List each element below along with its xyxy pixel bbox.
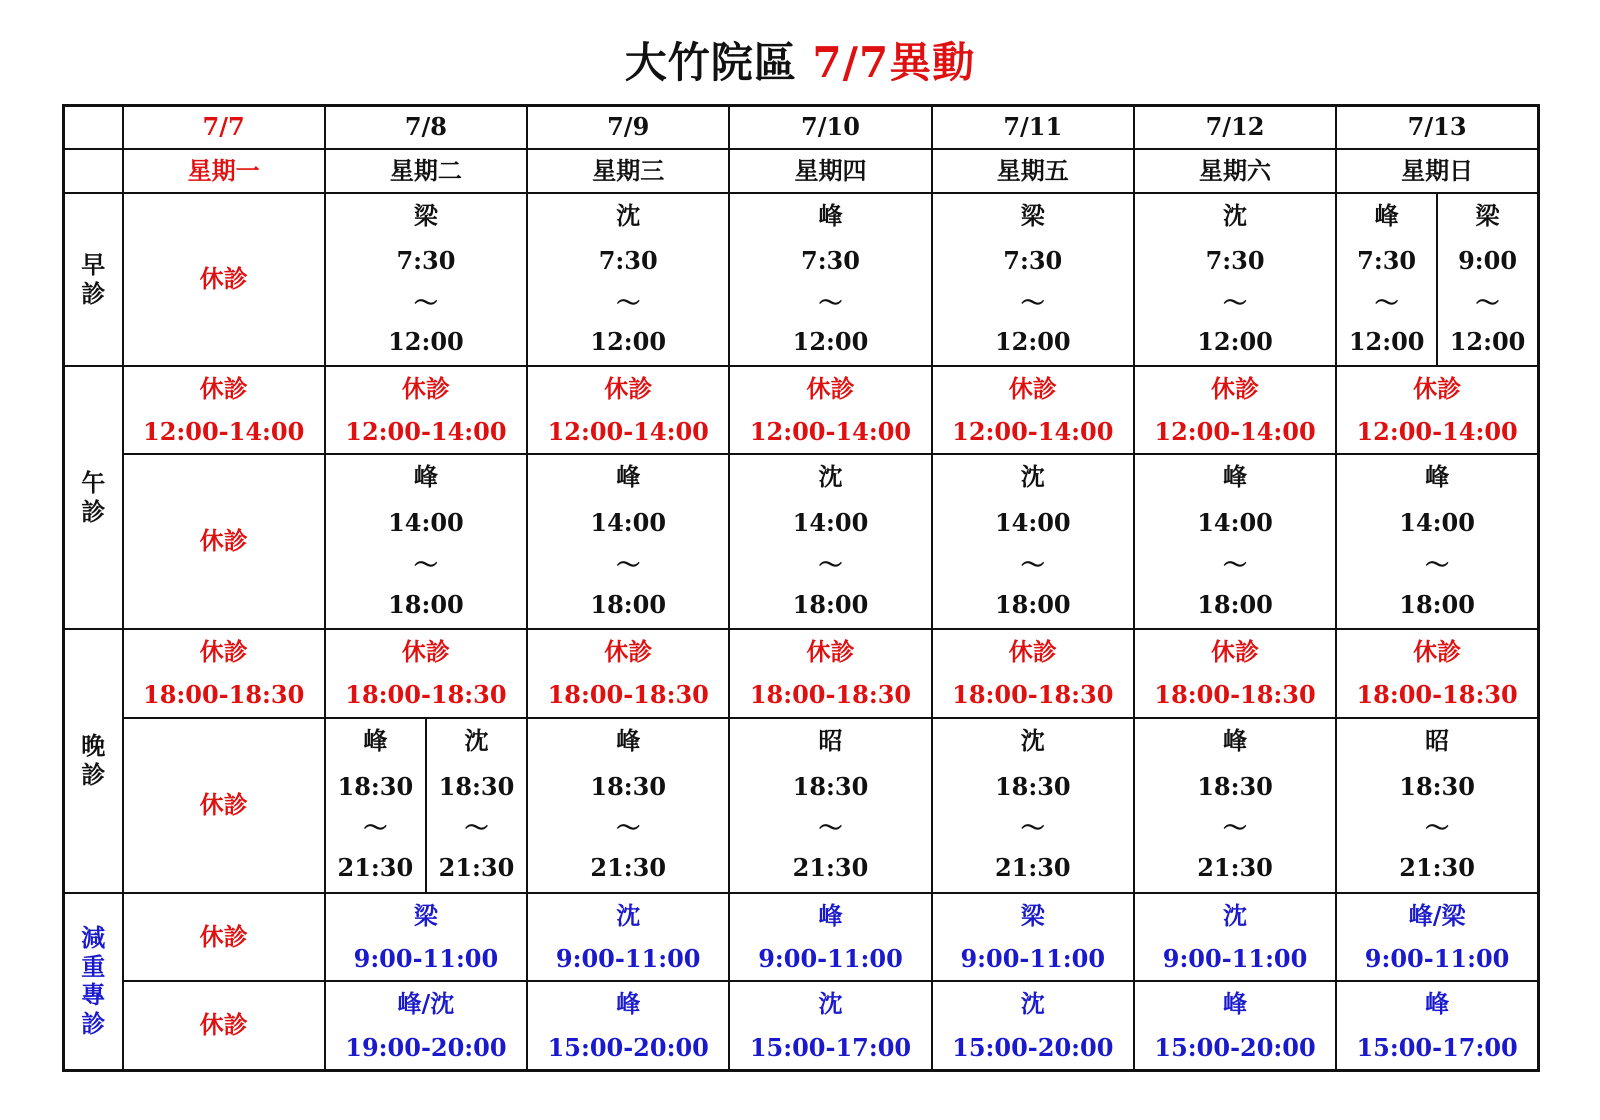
doctor-name: 沈	[616, 900, 641, 930]
end-time: 12:00	[590, 327, 667, 357]
end-time: 18:00	[1399, 589, 1475, 619]
end-time: 18:00	[792, 589, 869, 619]
session-label-char: 晚	[81, 731, 106, 761]
weight-cell	[729, 981, 931, 1070]
date-header: 7/12	[1134, 106, 1336, 150]
schedule-table	[62, 104, 1540, 1072]
start-time: 14:00	[994, 507, 1071, 537]
break-cell	[932, 366, 1134, 454]
weight-cell	[325, 981, 527, 1070]
break-stack	[1135, 367, 1335, 453]
end-time: 21:30	[1197, 853, 1273, 883]
weekday-header: 星期二	[325, 149, 527, 193]
weight-stack	[326, 894, 526, 981]
weight-cell	[932, 893, 1134, 982]
start-time: 18:30	[337, 771, 414, 801]
doctor-name: 梁	[1020, 900, 1045, 930]
closed-label: 休診	[199, 373, 248, 403]
closed-label: 休診	[199, 1010, 248, 1040]
closed-label: 休診	[806, 636, 855, 666]
closed-label: 休診	[401, 373, 450, 403]
break-time: 12:00-14:00	[749, 416, 912, 446]
doctor-name: 峰	[1223, 989, 1248, 1019]
break-cell	[1336, 366, 1538, 454]
tilde: ～	[1020, 813, 1045, 843]
doctor-name: 沈	[818, 462, 843, 492]
break-stack	[1337, 367, 1537, 453]
tilde: ～	[413, 287, 438, 317]
tilde: ～	[616, 287, 641, 317]
shift	[326, 194, 526, 365]
session-label-char: 重	[81, 951, 106, 981]
doctor-name: 昭	[818, 725, 843, 755]
weight-cell	[1134, 981, 1336, 1070]
break-time: 12:00-14:00	[143, 416, 305, 446]
break-cell	[325, 366, 527, 454]
evening-cell	[1134, 718, 1336, 893]
doctor-name: 峰	[616, 725, 641, 755]
evening-cell	[932, 718, 1134, 893]
weight-stack	[730, 982, 930, 1069]
closed-label: 休診	[1211, 373, 1260, 403]
end-time: 18:00	[388, 589, 464, 619]
end-time: 21:30	[792, 853, 869, 883]
break-stack	[933, 630, 1133, 717]
weight-time: 9:00-11:00	[1162, 943, 1308, 973]
title-main: 大竹院區	[624, 38, 813, 87]
weight-stack	[933, 982, 1133, 1069]
date-header: 7/8	[325, 106, 527, 150]
doctor-name: 沈	[1223, 201, 1248, 231]
closed-label: 休診	[1413, 636, 1462, 666]
weight-stack	[1135, 894, 1335, 981]
morning-cell	[1336, 193, 1538, 366]
doctor-name: 峰/梁	[1408, 900, 1466, 930]
shift-wrap	[1135, 455, 1335, 628]
break-cell	[123, 366, 325, 454]
shift	[1135, 719, 1335, 892]
break-stack	[528, 367, 728, 453]
closed-label: 休診	[1008, 373, 1057, 403]
weight-stack	[1337, 982, 1537, 1069]
corner-cell	[64, 106, 123, 150]
doctor-name: 沈	[1020, 725, 1045, 755]
start-time: 7:30	[1357, 246, 1417, 276]
shift	[1337, 194, 1436, 365]
shift	[933, 194, 1133, 365]
break-time: 18:00-18:30	[1356, 680, 1518, 710]
break-time: 18:00-18:30	[547, 680, 709, 710]
end-time: 21:30	[590, 853, 667, 883]
shift	[933, 455, 1133, 628]
shift-wrap	[326, 194, 526, 365]
doctor-name: 峰	[363, 725, 388, 755]
break-time: 18:00-18:30	[345, 680, 507, 710]
end-time: 12:00	[792, 327, 869, 357]
end-time: 21:30	[337, 853, 414, 883]
closed-label: 休診	[1211, 636, 1260, 666]
start-time: 14:00	[590, 507, 667, 537]
shift-wrap	[933, 719, 1133, 892]
start-time: 7:30	[1205, 246, 1265, 276]
closed-cell	[123, 718, 325, 893]
shift	[326, 455, 526, 628]
start-time: 18:30	[438, 771, 515, 801]
start-time: 18:30	[590, 771, 667, 801]
shift	[1337, 455, 1537, 628]
session-label-char: 診	[81, 1009, 106, 1039]
start-time: 7:30	[396, 246, 456, 276]
session-label-char: 減	[81, 922, 106, 952]
shift-wrap	[1337, 719, 1537, 892]
shift-wrap	[933, 194, 1133, 365]
break-stack	[730, 630, 930, 717]
afternoon-row	[64, 454, 1539, 629]
doctor-name: 梁	[413, 201, 438, 231]
doctor-name: 峰	[1425, 462, 1450, 492]
date-header: 7/10	[729, 106, 931, 150]
weight-stack	[1337, 894, 1537, 981]
break-time: 12:00-14:00	[1154, 416, 1316, 446]
weight-time: 9:00-11:00	[353, 943, 499, 973]
closed-label: 休診	[604, 373, 653, 403]
session-label-char: 早	[81, 249, 106, 279]
tilde: ～	[1425, 813, 1450, 843]
shift-wrap	[933, 455, 1133, 628]
weight-stack	[528, 894, 728, 981]
date-header: 7/11	[932, 106, 1134, 150]
tilde: ～	[363, 813, 388, 843]
shift	[1436, 194, 1537, 365]
end-time: 12:00	[388, 327, 464, 357]
tilde: ～	[1374, 287, 1399, 317]
evening-cell	[325, 718, 527, 893]
date-row	[64, 106, 1539, 150]
weight-cell	[325, 893, 527, 982]
afternoon-cell	[1134, 454, 1336, 629]
date-header: 7/9	[527, 106, 729, 150]
weight-stack	[730, 894, 930, 981]
closed-cell	[123, 981, 325, 1070]
break-stack	[730, 367, 930, 453]
shift	[528, 719, 728, 892]
doctor-name: 梁	[1475, 201, 1500, 231]
shift-wrap	[1337, 455, 1537, 628]
doctor-name: 峰	[818, 201, 843, 231]
afternoon-cell	[325, 454, 527, 629]
weekday-header: 星期三	[527, 149, 729, 193]
break-time: 18:00-18:30	[143, 680, 305, 710]
start-time: 14:00	[1399, 507, 1475, 537]
weight-time: 15:00-20:00	[952, 1032, 1114, 1062]
morning-cell	[1134, 193, 1336, 366]
weight-time: 9:00-11:00	[555, 943, 701, 973]
shift	[326, 719, 425, 892]
session-label-afternoon	[64, 366, 123, 629]
doctor-name: 昭	[1425, 725, 1450, 755]
doctor-name: 峰	[413, 462, 438, 492]
start-time: 18:30	[994, 771, 1071, 801]
title-highlight: 7/7異動	[812, 38, 976, 87]
weight-cell	[729, 893, 931, 982]
weight-evening-row	[64, 981, 1539, 1070]
tilde: ～	[1475, 287, 1500, 317]
closed-cell	[123, 454, 325, 629]
weight-time: 15:00-20:00	[1154, 1032, 1316, 1062]
end-time: 18:00	[994, 589, 1071, 619]
break-cell	[1134, 629, 1336, 718]
doctor-name: 沈	[1020, 462, 1045, 492]
weekday-row	[64, 149, 1539, 193]
end-time: 18:00	[1197, 589, 1273, 619]
closed-label: 休診	[199, 921, 248, 951]
tilde: ～	[1223, 287, 1248, 317]
closed-label: 休診	[806, 373, 855, 403]
morning-row	[64, 193, 1539, 366]
evening-cell	[1336, 718, 1538, 893]
session-label-char: 專	[81, 980, 106, 1010]
tilde: ～	[1223, 549, 1248, 579]
break-cell	[123, 629, 325, 718]
end-time: 21:30	[1399, 853, 1475, 883]
start-time: 18:30	[1197, 771, 1273, 801]
doctor-name: 峰	[1223, 725, 1248, 755]
evening-row	[64, 718, 1539, 893]
weekday-header: 星期日	[1336, 149, 1538, 193]
shift	[730, 719, 930, 892]
break-time: 12:00-14:00	[547, 416, 709, 446]
weight-cell	[1134, 893, 1336, 982]
shift	[933, 719, 1133, 892]
session-label-evening	[64, 629, 123, 893]
break-cell	[527, 629, 729, 718]
tilde: ～	[1425, 549, 1450, 579]
weight-cell	[527, 981, 729, 1070]
weekday-header: 星期六	[1134, 149, 1336, 193]
corner-cell	[64, 149, 123, 193]
shift-wrap	[528, 719, 728, 892]
break-time: 12:00-14:00	[345, 416, 507, 446]
doctor-name: 沈	[616, 201, 641, 231]
lunch-break-row	[64, 366, 1539, 454]
weight-cell	[932, 981, 1134, 1070]
shift	[730, 194, 930, 365]
weekday-header: 星期四	[729, 149, 931, 193]
tilde: ～	[1020, 549, 1045, 579]
break-stack	[1135, 630, 1335, 717]
weight-time: 15:00-17:00	[749, 1032, 912, 1062]
doctor-name: 峰	[616, 462, 641, 492]
doctor-name: 梁	[413, 900, 438, 930]
shift	[1135, 194, 1335, 365]
morning-cell	[325, 193, 527, 366]
session-label-char: 診	[81, 278, 106, 308]
weight-stack	[1135, 982, 1335, 1069]
shift-wrap	[326, 719, 526, 892]
shift	[1135, 455, 1335, 628]
shift-wrap	[528, 194, 728, 365]
break-cell	[932, 629, 1134, 718]
tilde: ～	[616, 813, 641, 843]
closed-label: 休診	[199, 789, 248, 819]
start-time: 14:00	[388, 507, 464, 537]
start-time: 18:30	[1399, 771, 1475, 801]
afternoon-cell	[932, 454, 1134, 629]
doctor-name: 沈	[818, 989, 843, 1019]
evening-cell	[527, 718, 729, 893]
shift	[730, 455, 930, 628]
shift-wrap	[730, 455, 930, 628]
break-time: 12:00-14:00	[1356, 416, 1518, 446]
break-cell	[325, 629, 527, 718]
shift	[1337, 719, 1537, 892]
weight-cell	[527, 893, 729, 982]
session-label-weight	[64, 893, 123, 1071]
start-time: 7:30	[598, 246, 658, 276]
break-stack	[1337, 630, 1537, 717]
closed-label: 休診	[1008, 636, 1057, 666]
morning-cell	[729, 193, 931, 366]
weekday-header: 星期一	[123, 149, 325, 193]
tilde: ～	[616, 549, 641, 579]
closed-label: 休診	[604, 636, 653, 666]
afternoon-cell	[527, 454, 729, 629]
shift	[528, 194, 728, 365]
closed-label: 休診	[1413, 373, 1462, 403]
weight-time: 19:00-20:00	[345, 1032, 507, 1062]
morning-cell	[932, 193, 1134, 366]
weight-time: 15:00-20:00	[547, 1032, 709, 1062]
doctor-name: 沈	[464, 725, 489, 755]
evening-cell	[729, 718, 931, 893]
closed-label: 休診	[401, 636, 450, 666]
doctor-name: 沈	[1223, 900, 1248, 930]
weight-stack	[933, 894, 1133, 981]
weight-time: 9:00-11:00	[1364, 943, 1510, 973]
tilde: ～	[413, 549, 438, 579]
break-stack	[933, 367, 1133, 453]
doctor-name: 峰	[818, 900, 843, 930]
break-stack	[528, 630, 728, 717]
afternoon-cell	[1336, 454, 1538, 629]
afternoon-cell	[729, 454, 931, 629]
tilde: ～	[1020, 287, 1045, 317]
tilde: ～	[1223, 813, 1248, 843]
page-title	[0, 30, 1600, 90]
closed-label: 休診	[199, 636, 248, 666]
tilde: ～	[818, 813, 843, 843]
tilde: ～	[464, 813, 489, 843]
date-header: 7/13	[1336, 106, 1538, 150]
morning-cell	[527, 193, 729, 366]
start-time: 7:30	[1003, 246, 1063, 276]
shift-wrap	[1337, 194, 1537, 365]
shift-wrap	[730, 194, 930, 365]
end-time: 12:00	[1449, 327, 1526, 357]
shift-wrap	[326, 455, 526, 628]
session-label-char: 診	[81, 496, 106, 526]
shift	[528, 455, 728, 628]
session-label-morning	[64, 193, 123, 366]
break-time: 18:00-18:30	[749, 680, 912, 710]
end-time: 12:00	[1197, 327, 1273, 357]
weight-stack	[326, 982, 526, 1069]
break-cell	[1336, 629, 1538, 718]
weight-morning-row	[64, 893, 1539, 982]
end-time: 21:30	[994, 853, 1071, 883]
end-time: 18:00	[590, 589, 667, 619]
shift-wrap	[1135, 194, 1335, 365]
start-time: 14:00	[1197, 507, 1273, 537]
end-time: 12:00	[994, 327, 1071, 357]
weight-cell	[1336, 893, 1538, 982]
start-time: 18:30	[792, 771, 869, 801]
break-cell	[1134, 366, 1336, 454]
closed-label: 休診	[199, 525, 248, 555]
break-stack	[124, 367, 324, 453]
closed-label: 休診	[199, 264, 248, 294]
break-time: 18:00-18:30	[952, 680, 1114, 710]
weight-time: 9:00-11:00	[758, 943, 903, 973]
doctor-name: 峰	[1374, 201, 1399, 231]
break-time: 12:00-14:00	[952, 416, 1114, 446]
weight-cell	[1336, 981, 1538, 1070]
weight-stack	[528, 982, 728, 1069]
session-label-char: 午	[81, 467, 106, 497]
shift-wrap	[730, 719, 930, 892]
break-time: 18:00-18:30	[1154, 680, 1316, 710]
shift-wrap	[528, 455, 728, 628]
end-time: 12:00	[1348, 327, 1425, 357]
doctor-name: 峰	[1425, 989, 1450, 1019]
weight-time: 9:00-11:00	[960, 943, 1106, 973]
doctor-name: 峰/沈	[397, 989, 455, 1019]
break-cell	[729, 366, 931, 454]
start-time: 14:00	[792, 507, 869, 537]
tilde: ～	[818, 549, 843, 579]
closed-cell	[123, 193, 325, 366]
break-stack	[326, 367, 526, 453]
start-time: 7:30	[801, 246, 860, 276]
break-cell	[527, 366, 729, 454]
session-label-char: 診	[81, 759, 106, 789]
weight-time: 15:00-17:00	[1356, 1032, 1518, 1062]
date-header: 7/7	[123, 106, 325, 150]
tilde: ～	[818, 287, 843, 317]
break-cell	[729, 629, 931, 718]
break-stack	[326, 630, 526, 717]
doctor-name: 沈	[1020, 989, 1045, 1019]
end-time: 21:30	[438, 853, 515, 883]
dinner-break-row	[64, 629, 1539, 718]
closed-cell	[123, 893, 325, 982]
weekday-header: 星期五	[932, 149, 1134, 193]
shift	[425, 719, 526, 892]
doctor-name: 梁	[1020, 201, 1045, 231]
break-stack	[124, 630, 324, 717]
shift-wrap	[1135, 719, 1335, 892]
start-time: 9:00	[1458, 246, 1518, 276]
doctor-name: 峰	[616, 989, 641, 1019]
doctor-name: 峰	[1223, 462, 1248, 492]
